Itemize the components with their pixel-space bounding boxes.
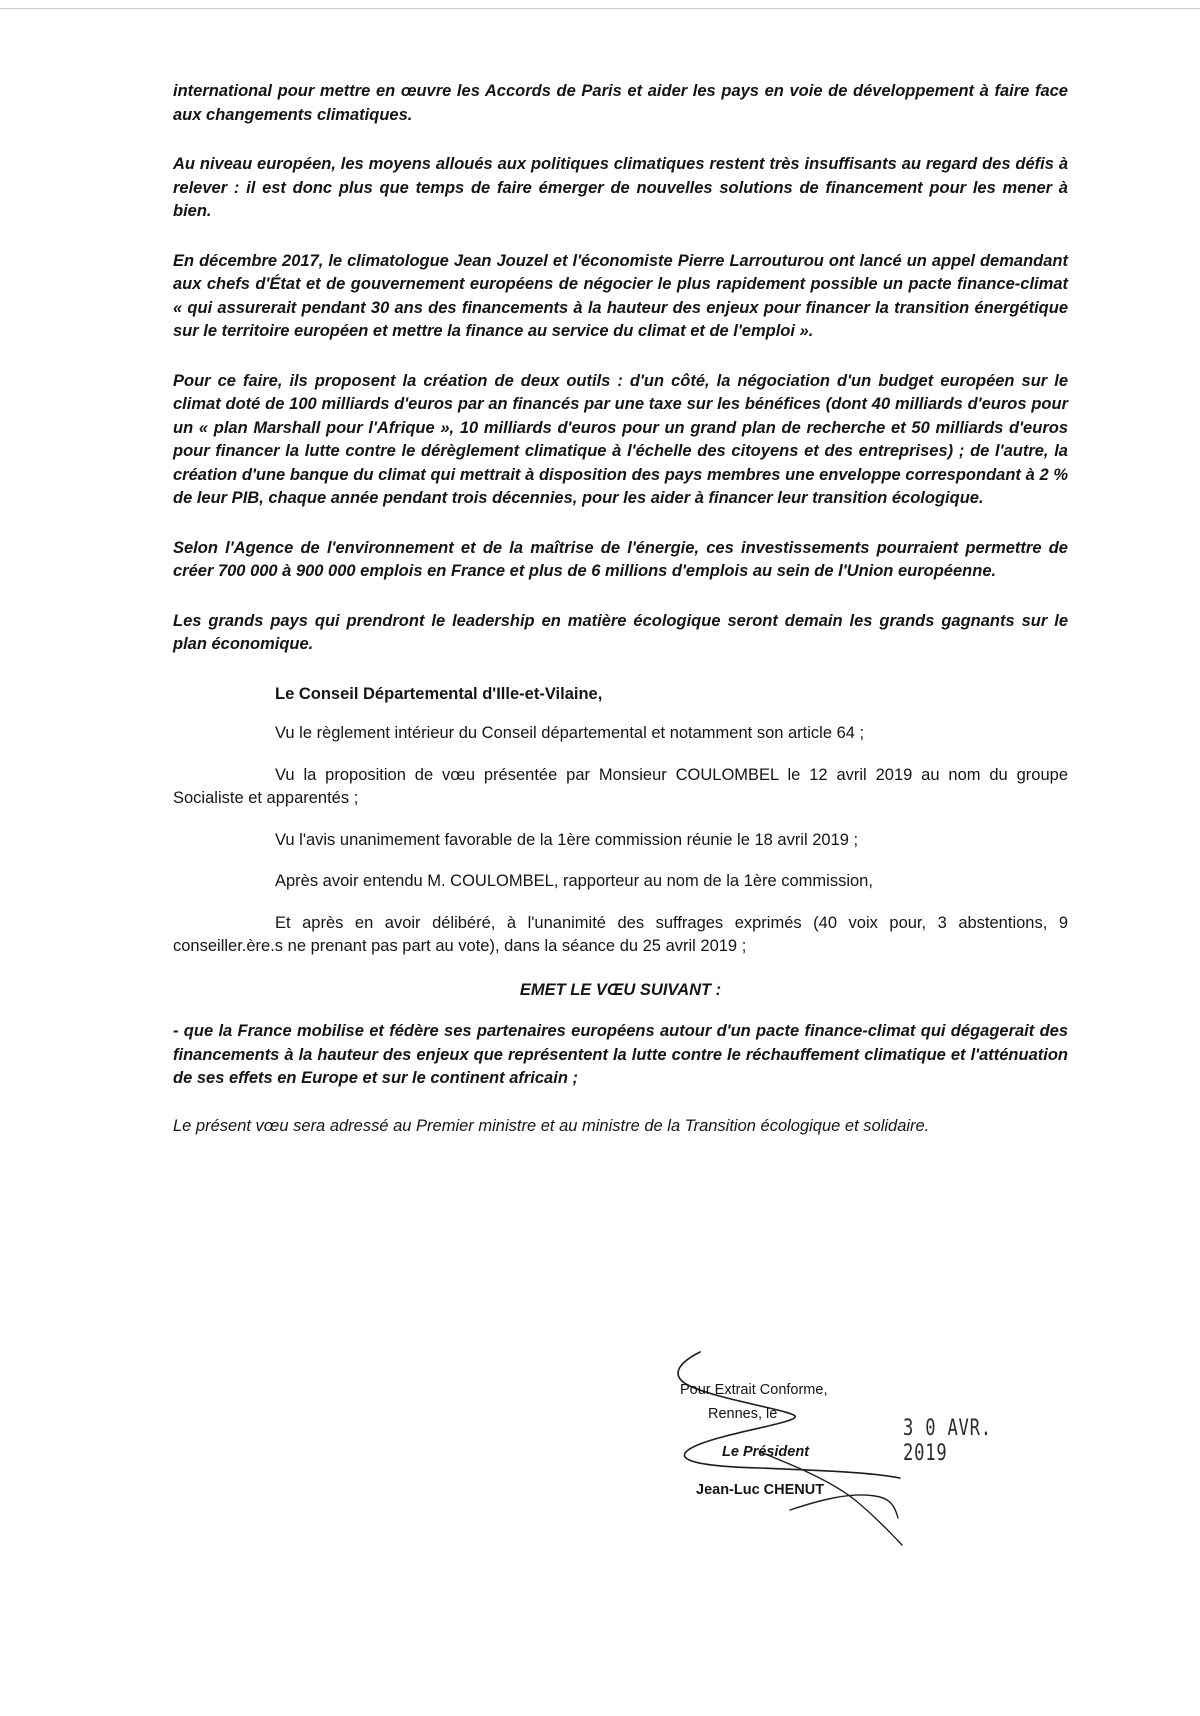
- closing-text: Le présent vœu sera adressé au Premier ministre et au ministre de la Transition écologique et solidaire.: [173, 1116, 930, 1135]
- item-reglement: Vu le règlement intérieur du Conseil départemental et notamment son article 64 ;: [275, 724, 865, 742]
- item-proposition: Vu la proposition de vœu présentée par Monsieur COULOMBEL le 12 avril 2019 au nom du groupe Socialiste et apparentés ;: [173, 765, 1068, 807]
- paragraph-european-means: Au niveau européen, les moyens alloués aux politiques climatiques restent très insuffisants au regard des défis à relever : il est donc plus que temps de faire émerger de nouvelles solutions de financement pour les mener à bien.: [173, 155, 1068, 220]
- paragraph-jouzel-appeal: En décembre 2017, le climatologue Jean Jouzel et l'économiste Pierre Larrouturou ont lancé un appel demandant aux chefs d'État et de gouvernement européens de négocier le plus rapidement possible un pacte finance-climat « qui assurerait pendant 30 ans des financements à la hauteur des enjeux pour financer la transition énergétique sur le territoire européen et mettre la finance au service du climat et de l'emploi ».: [173, 251, 1068, 340]
- top-rule: [0, 8, 1200, 9]
- date-stamp: 3 0 AVR. 2019: [903, 1416, 992, 1466]
- paragraph-two-tools: Pour ce faire, ils proposent la création de deux outils : d'un côté, la négociation d'un budget européen sur le climat doté de 100 milliards d'euros par an financés par une taxe sur les bénéfices (dont 40 milliards d'euros pour un « plan Marshall pour l'Afrique », 10 milliards d'euros pour un grand plan de recherche et 50 milliards d'euros pour financer la lutte contre le dérèglement climatique à l'échelle des citoyens et des entreprises) ; de l'autre, la création d'une banque du climat qui mettrait à disposition des pays membres une enveloppe correspondant à 2 % de leur PIB, chaque année pendant trois décennies, pour les aider à financer leur transition écologique.: [173, 371, 1068, 507]
- emet-heading: EMET LE VŒU SUIVANT :: [519, 980, 722, 999]
- president-title: Le Président: [722, 1444, 810, 1460]
- item-rapporteur: Après avoir entendu M. COULOMBEL, rapporteur au nom de la 1ère commission,: [275, 872, 873, 890]
- extrait-conforme: Pour Extrait Conforme,: [680, 1382, 828, 1398]
- document-page: [173, 80, 1068, 1138]
- president-name: Jean-Luc CHENUT: [696, 1482, 825, 1498]
- paragraph-ademe-jobs: Selon l'Agence de l'environnement et de la maîtrise de l'énergie, ces investissements pourraient permettre de créer 700 000 à 900 000 emplois en France et plus de 6 millions d'emplois au sein de l'Union européenne.: [173, 538, 1068, 580]
- council-heading: Le Conseil Départemental d'Ille-et-Vilaine,: [275, 684, 603, 703]
- signature-block: [640, 1340, 1060, 1550]
- decision-block: [173, 683, 1068, 1139]
- item-avis-commission: Vu l'avis unanimement favorable de la 1ère commission réunie le 18 avril 2019 ;: [275, 830, 859, 849]
- paragraph-leadership: Les grands pays qui prendront le leadership en matière écologique seront demain les grands gagnants sur le plan économique.: [173, 611, 1068, 653]
- city-line: Rennes, le: [708, 1406, 778, 1422]
- paragraph-paris-agreements: international pour mettre en œuvre les Accords de Paris et aider les pays en voie de développement à faire face aux changements climatiques.: [173, 82, 1068, 124]
- item-deliberation: Et après en avoir délibéré, à l'unanimité des suffrages exprimés (40 voix pour, 3 abstentions, 9 conseiller.ère.s ne prenant pas part au vote), dans la séance du 25 avril 2019 ;: [173, 913, 1068, 955]
- vow-text: - que la France mobilise et fédère ses partenaires européens autour d'un pacte finance-climat qui dégagerait des financements à la hauteur des enjeux que représentent la lutte contre le réchauffement climatique et l'atténuation de ses effets en Europe et sur le continent africain ;: [173, 1022, 1068, 1087]
